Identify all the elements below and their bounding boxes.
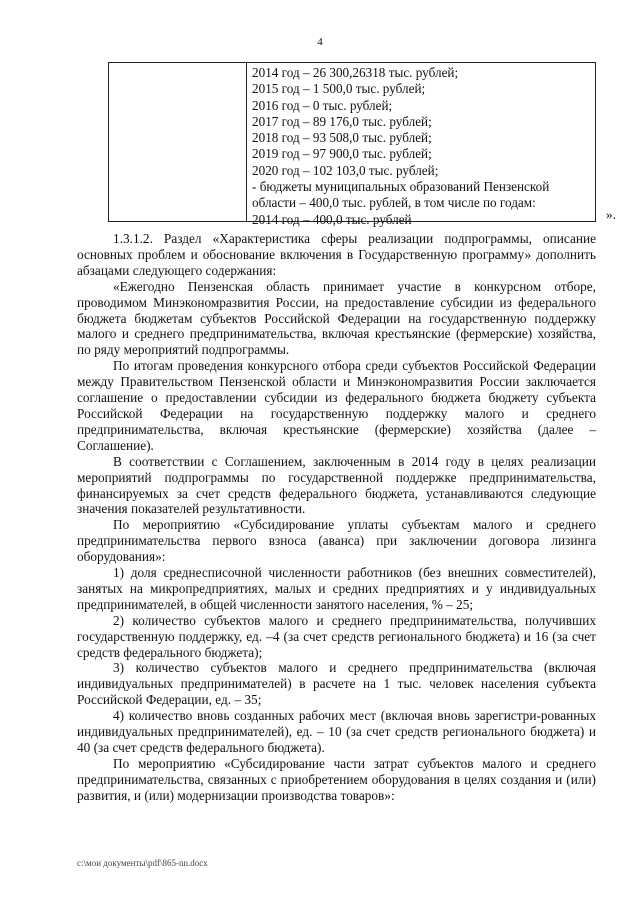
footer-file-path: c:\мои документы\pdf\865-nn.docx <box>77 858 208 868</box>
paragraph: 1) доля среднесписочной численности работников (без внешних совместителей), занятых на микропредприятиях, малых и средних предприятиях и у индивидуальных предпринимателей, в общей численности занятого населения, % – 25; <box>77 565 596 612</box>
budget-line: 2014 год – 400,0 тыс. рублей <box>252 211 412 227</box>
document-body <box>77 231 596 804</box>
budget-line: 2014 год – 26 300,26318 тыс. рублей; <box>252 65 459 80</box>
paragraph: По мероприятию «Субсидирование уплаты субъектам малого и среднего предпринимательства первого взноса (аванса) при заключении договора лизинга оборудования»: <box>77 517 596 565</box>
budget-line: 2018 год – 93 508,0 тыс. рублей; <box>252 130 432 146</box>
budget-table-left-cell <box>109 63 247 221</box>
budget-line: 2016 год – 0 тыс. рублей; <box>252 97 393 113</box>
budget-table <box>108 62 596 227</box>
budget-line: 2017 год – 89 176,0 тыс. рублей; <box>252 113 432 129</box>
paragraph: По мероприятию «Субсидирование части затрат субъектов малого и среднего предпринимательства, связанных с приобретением оборудования в целях создания и (или) развития, и (или) модернизации производства товаров»: <box>77 755 596 803</box>
budget-table-right-cell <box>252 65 592 228</box>
paragraph: 1.3.1.2. Раздел «Характеристика сферы реализации подпрограммы, описание основных проблем и обоснование включения в Государственную программу» дополнить абзацами следующего содержания: <box>77 231 596 278</box>
paragraph: «Ежегодно Пензенская область принимает участие в конкурсном отборе, проводимом Минэкономразвития России, на предоставление субсидии из федерального бюджета бюджетам субъектов Российской Федерации на государственную поддержку малого и среднего предпринимательства, включая крестьянские (фермерские) хозяйства, по ряду мероприятий подпрограммы. <box>77 278 596 358</box>
budget-line: 2015 год – 1 500,0 тыс. рублей; <box>252 81 426 97</box>
budget-line: - бюджеты муниципальных образований Пензенской <box>252 179 550 195</box>
paragraph: 2) количество субъектов малого и среднего предпринимательства, получивших государственную поддержку, ед. –4 (за счет средств регионального бюджета) и 16 (за счет средств федерального бюджета); <box>77 612 596 660</box>
paragraph: В соответствии с Соглашением, заключенным в 2014 году в целях реализации мероприятий подпрограммы по государственной поддержке предпринимательства, финансируемых за счет средств федерального бюджета, устанавливаются следующие значения показателей результативности. <box>77 453 596 517</box>
budget-line: области – 400,0 тыс. рублей, в том числе по годам: <box>252 195 536 211</box>
budget-line: 2020 год – 102 103,0 тыс. рублей; <box>252 162 439 178</box>
paragraph: 4) количество вновь созданных рабочих мест (включая вновь зарегистри-рованных индивидуальных предпринимателей), ед. – 10 (за счет средств регионального бюджета) и 40 (за счет средств федерального бюджета). <box>77 708 596 755</box>
closing-quote: ». <box>606 207 616 222</box>
paragraph: По итогам проведения конкурсного отбора среди субъектов Российской Федерации между Правительством Пензенской области и Минэкономразвития России заключается соглашение о предоставлении субсидии из федерального бюджета бюджету субъекта Российской Федерации на государственную поддержку малого и среднего предпринимательства, включая крестьянские (фермерские) хозяйства (далее – Соглашение). <box>77 358 596 453</box>
budget-line: 2019 год – 97 900,0 тыс. рублей; <box>252 146 432 162</box>
page-number: 4 <box>317 36 323 48</box>
paragraph: 3) количество субъектов малого и среднего предпринимательства (включая индивидуальных предпринимателей) в расчете на 1 тыс. человек населения субъекта Российской Федерации, ед. – 35; <box>77 660 596 708</box>
